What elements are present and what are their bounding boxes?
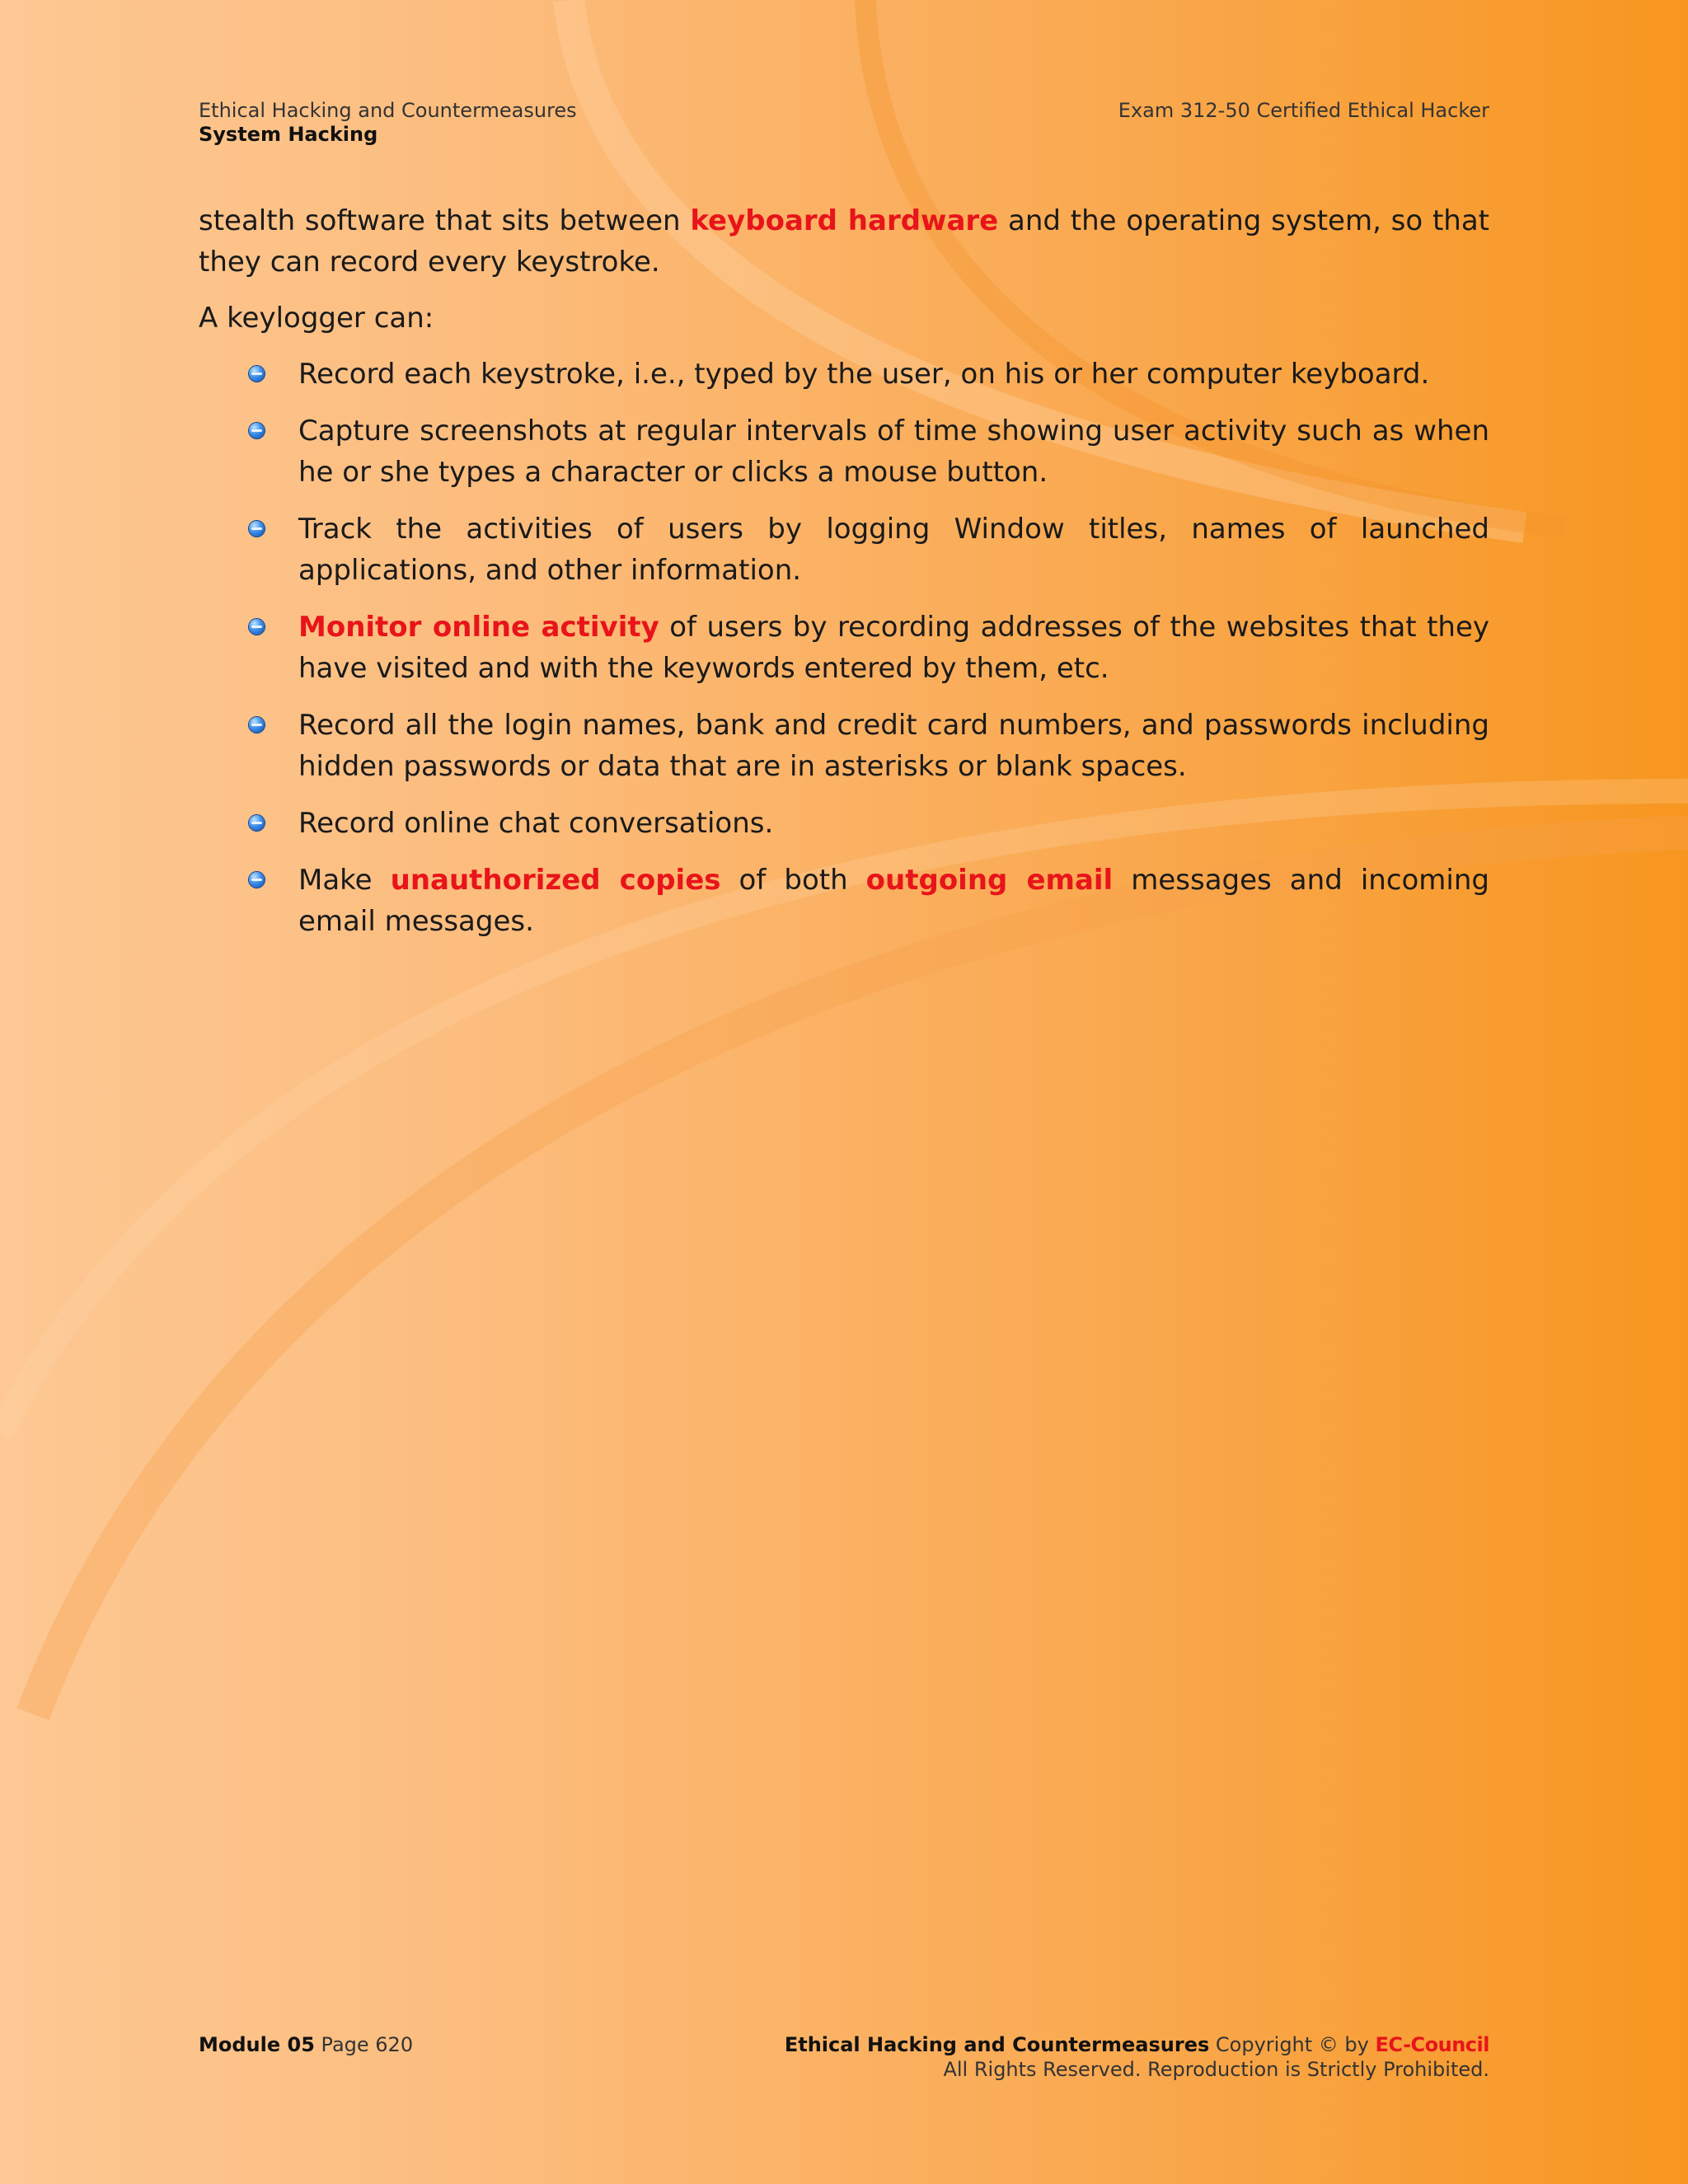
- highlight-outgoing-email: outgoing email: [865, 864, 1114, 897]
- blue-bullet-icon: [249, 815, 265, 831]
- header-module-title: System Hacking: [199, 123, 378, 146]
- blue-bullet-icon: [249, 521, 265, 537]
- highlight-monitor-online-activity: Monitor online activity: [298, 611, 659, 644]
- highlight-keyboard-hardware: keyboard hardware: [690, 204, 999, 237]
- list-item: Make unauthorized copies of both outgoing email messages and incoming email messages.: [199, 860, 1489, 942]
- ec-council-logo: EC-Council: [1375, 2033, 1489, 2056]
- list-item: Record all the login names, bank and credit card numbers, and passwords including hidden passwords or data that are in asterisks or blank spaces.: [199, 705, 1489, 787]
- page-footer-left: [199, 2032, 413, 2057]
- list-lead-text: A keylogger can:: [199, 302, 434, 335]
- blue-bullet-icon: [249, 619, 265, 635]
- footer-module-label: Module 05: [199, 2033, 315, 2056]
- blue-bullet-icon: [249, 423, 265, 438]
- header-exam-title: Exam 312-50 Certified Ethical Hacker: [1118, 99, 1489, 122]
- page-header-left: [199, 99, 577, 147]
- list-item: Capture screenshots at regular intervals of time showing user activity such as when he or she types a character or clicks a mouse button.: [199, 410, 1489, 493]
- header-course-title: Ethical Hacking and Countermeasures: [199, 99, 577, 122]
- blue-bullet-icon: [249, 872, 265, 888]
- blue-bullet-icon: [249, 366, 265, 382]
- highlight-unauthorized-copies: unauthorized copies: [390, 864, 721, 897]
- list-item: Track the activities of users by logging Window titles, names of launched applications, and other information.: [199, 509, 1489, 591]
- keylogger-capabilities-list: [199, 354, 1489, 942]
- list-item: Record online chat conversations.: [199, 803, 1489, 844]
- footer-rights-line: All Rights Reserved. Reproduction is Strictly Prohibited.: [943, 2058, 1489, 2081]
- page-header-right: [1118, 99, 1489, 123]
- page-footer-right: [785, 2032, 1489, 2082]
- list-item: Monitor online activity of users by recording addresses of the websites that they have visited and with the keywords entered by them, etc.: [199, 607, 1489, 689]
- footer-copyright-line: Ethical Hacking and Countermeasures Copyright © by EC-Council: [784, 2033, 1489, 2056]
- footer-page-number: Page 620: [321, 2033, 414, 2056]
- blue-bullet-icon: [249, 717, 265, 733]
- intro-paragraph: stealth software that sits between keyboard hardware and the operating system, so that they can record every keystroke.: [199, 204, 1490, 279]
- list-item: Record each keystroke, i.e., typed by the user, on his or her computer keyboard.: [199, 354, 1489, 395]
- document-body: [199, 200, 1489, 958]
